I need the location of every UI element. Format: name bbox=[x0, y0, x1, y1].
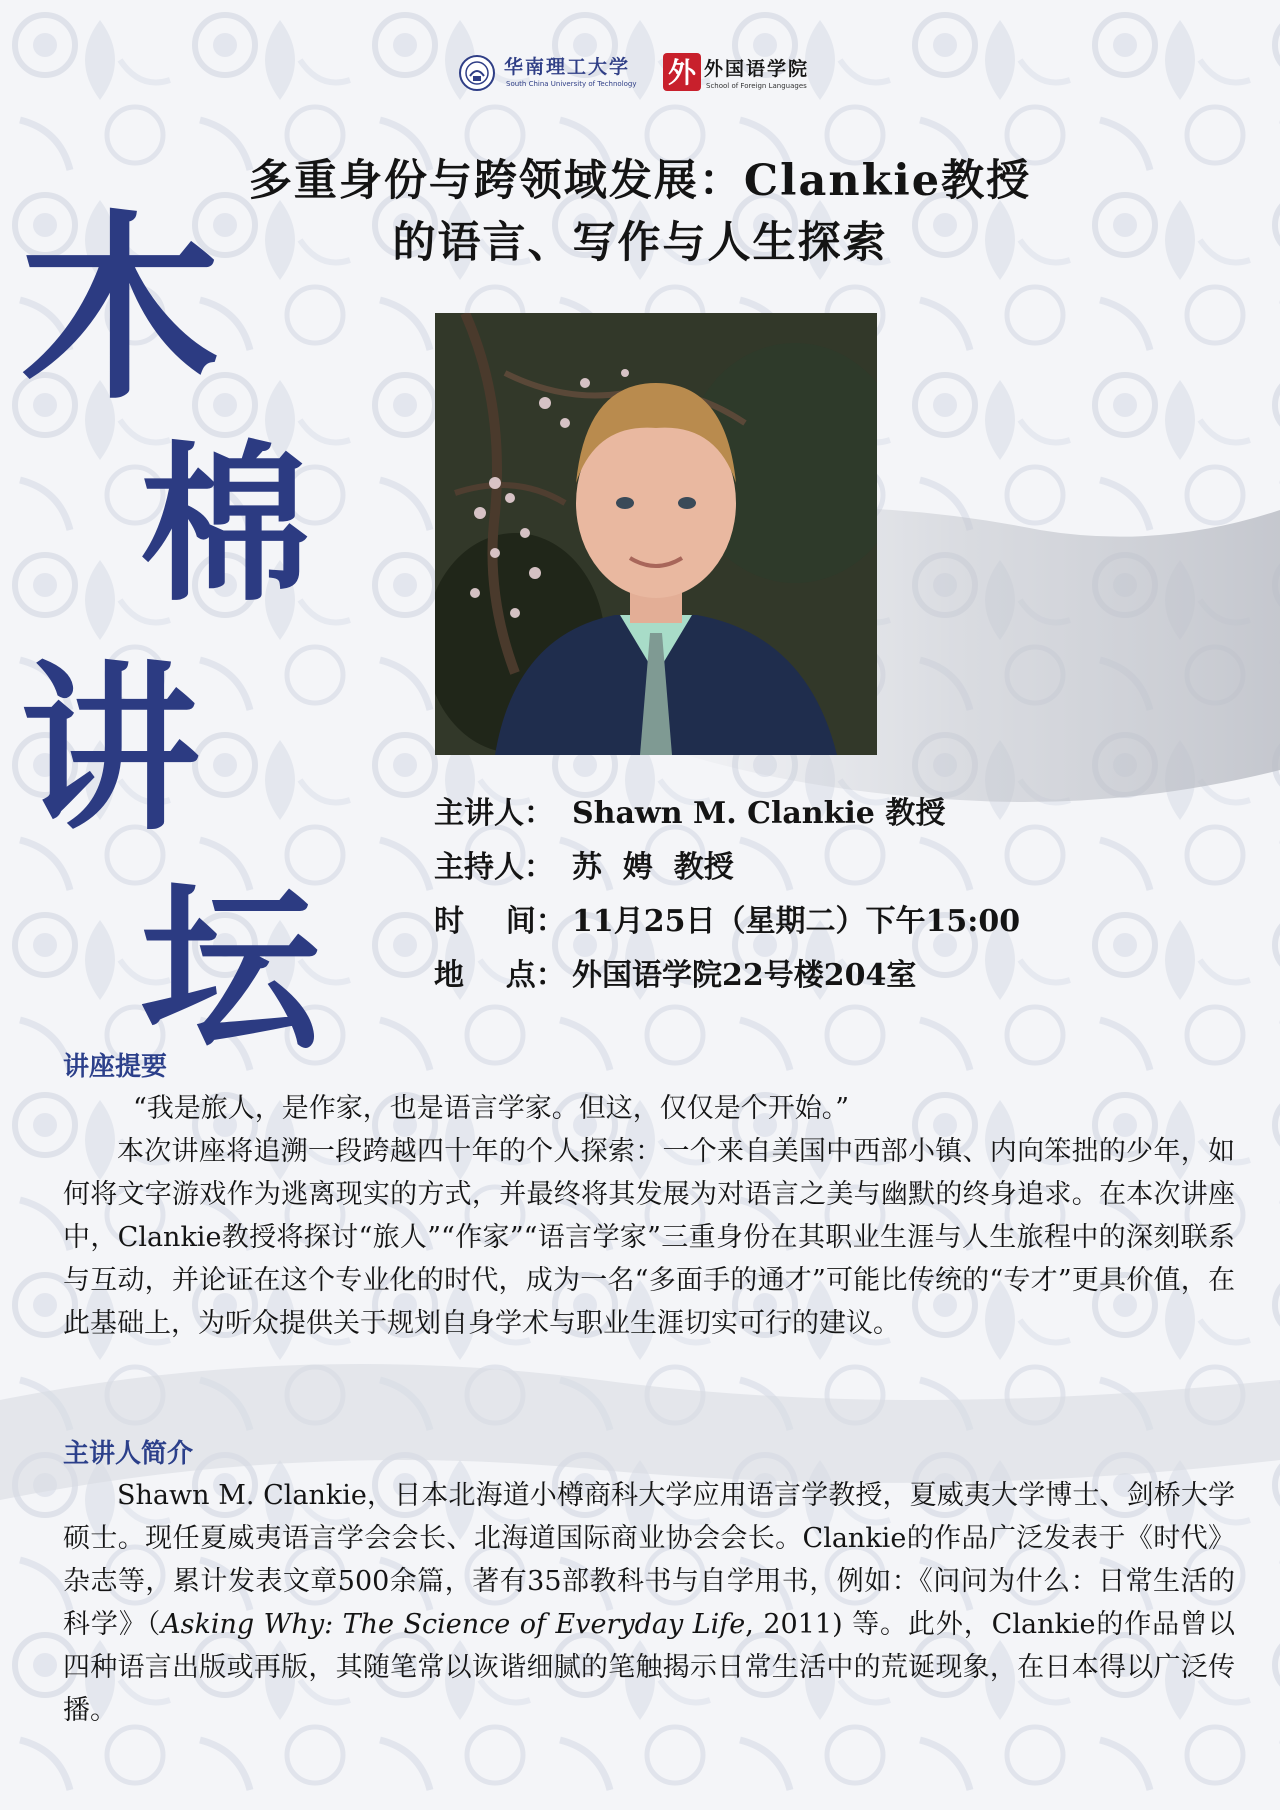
university-seal-icon bbox=[458, 54, 496, 92]
info-label: 主讲人： bbox=[434, 796, 554, 831]
speaker-photo bbox=[435, 313, 877, 755]
callig-char-2: 棉 bbox=[140, 425, 311, 625]
info-value: Shawn M. Clankie 教授 bbox=[572, 796, 946, 831]
title-line-1: 多重身份与跨领域发展：Clankie教授 bbox=[248, 156, 1032, 206]
info-value: 11月25日（星期二）下午15:00 bbox=[572, 904, 1021, 939]
info-location bbox=[434, 949, 1254, 1003]
abstract-section bbox=[63, 1045, 1235, 1345]
info-label: 主持人： bbox=[434, 850, 554, 885]
info-speaker bbox=[434, 787, 1254, 841]
bio-heading: 主讲人简介 bbox=[63, 1438, 194, 1468]
sfl-mark-icon bbox=[662, 52, 702, 92]
abstract-quote: “我是旅人，是作家，也是语言学家。但这，仅仅是个开始。” bbox=[133, 1093, 850, 1124]
header-logos bbox=[0, 50, 1280, 96]
abstract-body: 本次讲座将追溯一段跨越四十年的个人探索：一个来自美国中西部小镇、内向笨拙的少年，如何将文字游戏作为逃离现实的方式，并最终将其发展为对语言之美与幽默的终身追求。在本次讲座中，Clankie教授将探讨“旅人”“作家”“语言学家”三重身份在其职业生涯与人生旅程中的深刻联系与互动，并论证在这个专业化的时代，成为一名“多面手的通才”可能比传统的“专才”更具价值，在此基础上，为听众提供关于规划自身学术与职业生涯切实可行的建议。 bbox=[63, 1136, 1235, 1339]
sfl-name-en: School of Foreign Languages bbox=[706, 82, 807, 90]
sfl-mark-text: 外 bbox=[667, 56, 697, 89]
info-label: 地 点： bbox=[434, 958, 566, 993]
scut-name-en: South China University of Technology bbox=[506, 80, 637, 88]
bio-text-2: , 2011) 等。此外，Clankie的作品曾以四种语言出版或再版，其随笔常以诙谐细腻的笔触揭示日常生活中的荒诞现象，在日本得以广泛传播。 bbox=[63, 1609, 1235, 1726]
scut-name-cn: 华南理工大学 bbox=[504, 56, 631, 78]
info-value: 苏 娉 教授 bbox=[572, 850, 734, 885]
sfl-name-cn: 外国语学院 bbox=[704, 58, 810, 80]
info-value: 外国语学院22号楼204室 bbox=[572, 958, 917, 993]
bio-section bbox=[63, 1432, 1235, 1732]
title-line-2: 的语言、写作与人生探索 bbox=[392, 218, 888, 268]
callig-char-3: 讲 bbox=[20, 644, 201, 855]
scut-logo bbox=[458, 52, 658, 94]
bio-book-title: Asking Why: The Science of Everyday Life bbox=[161, 1609, 746, 1640]
callig-char-4: 坛 bbox=[140, 864, 321, 1075]
callig-char-1: 木 bbox=[20, 192, 221, 427]
info-time bbox=[434, 895, 1254, 949]
sfl-logo bbox=[662, 52, 822, 94]
abstract-heading: 讲座提要 bbox=[63, 1051, 168, 1081]
bio-body bbox=[63, 1474, 1235, 1732]
lecture-info bbox=[434, 787, 1254, 1003]
calligraphy-column bbox=[0, 190, 380, 1090]
info-host bbox=[434, 841, 1254, 895]
bio-text-1: Shawn M. Clankie，日本北海道小樽商科大学应用语言学教授，夏威夷大学博士、剑桥大学硕士。现任夏威夷语言学会会长、北海道国际商业协会会长。Clankie的作品广泛发表于《时代》杂志等，累计发表文章500余篇，著有35部教科书与自学用书，例如：《问问为什么：日常生活的科学》（ bbox=[63, 1480, 1235, 1640]
info-label: 时 间： bbox=[434, 904, 566, 939]
